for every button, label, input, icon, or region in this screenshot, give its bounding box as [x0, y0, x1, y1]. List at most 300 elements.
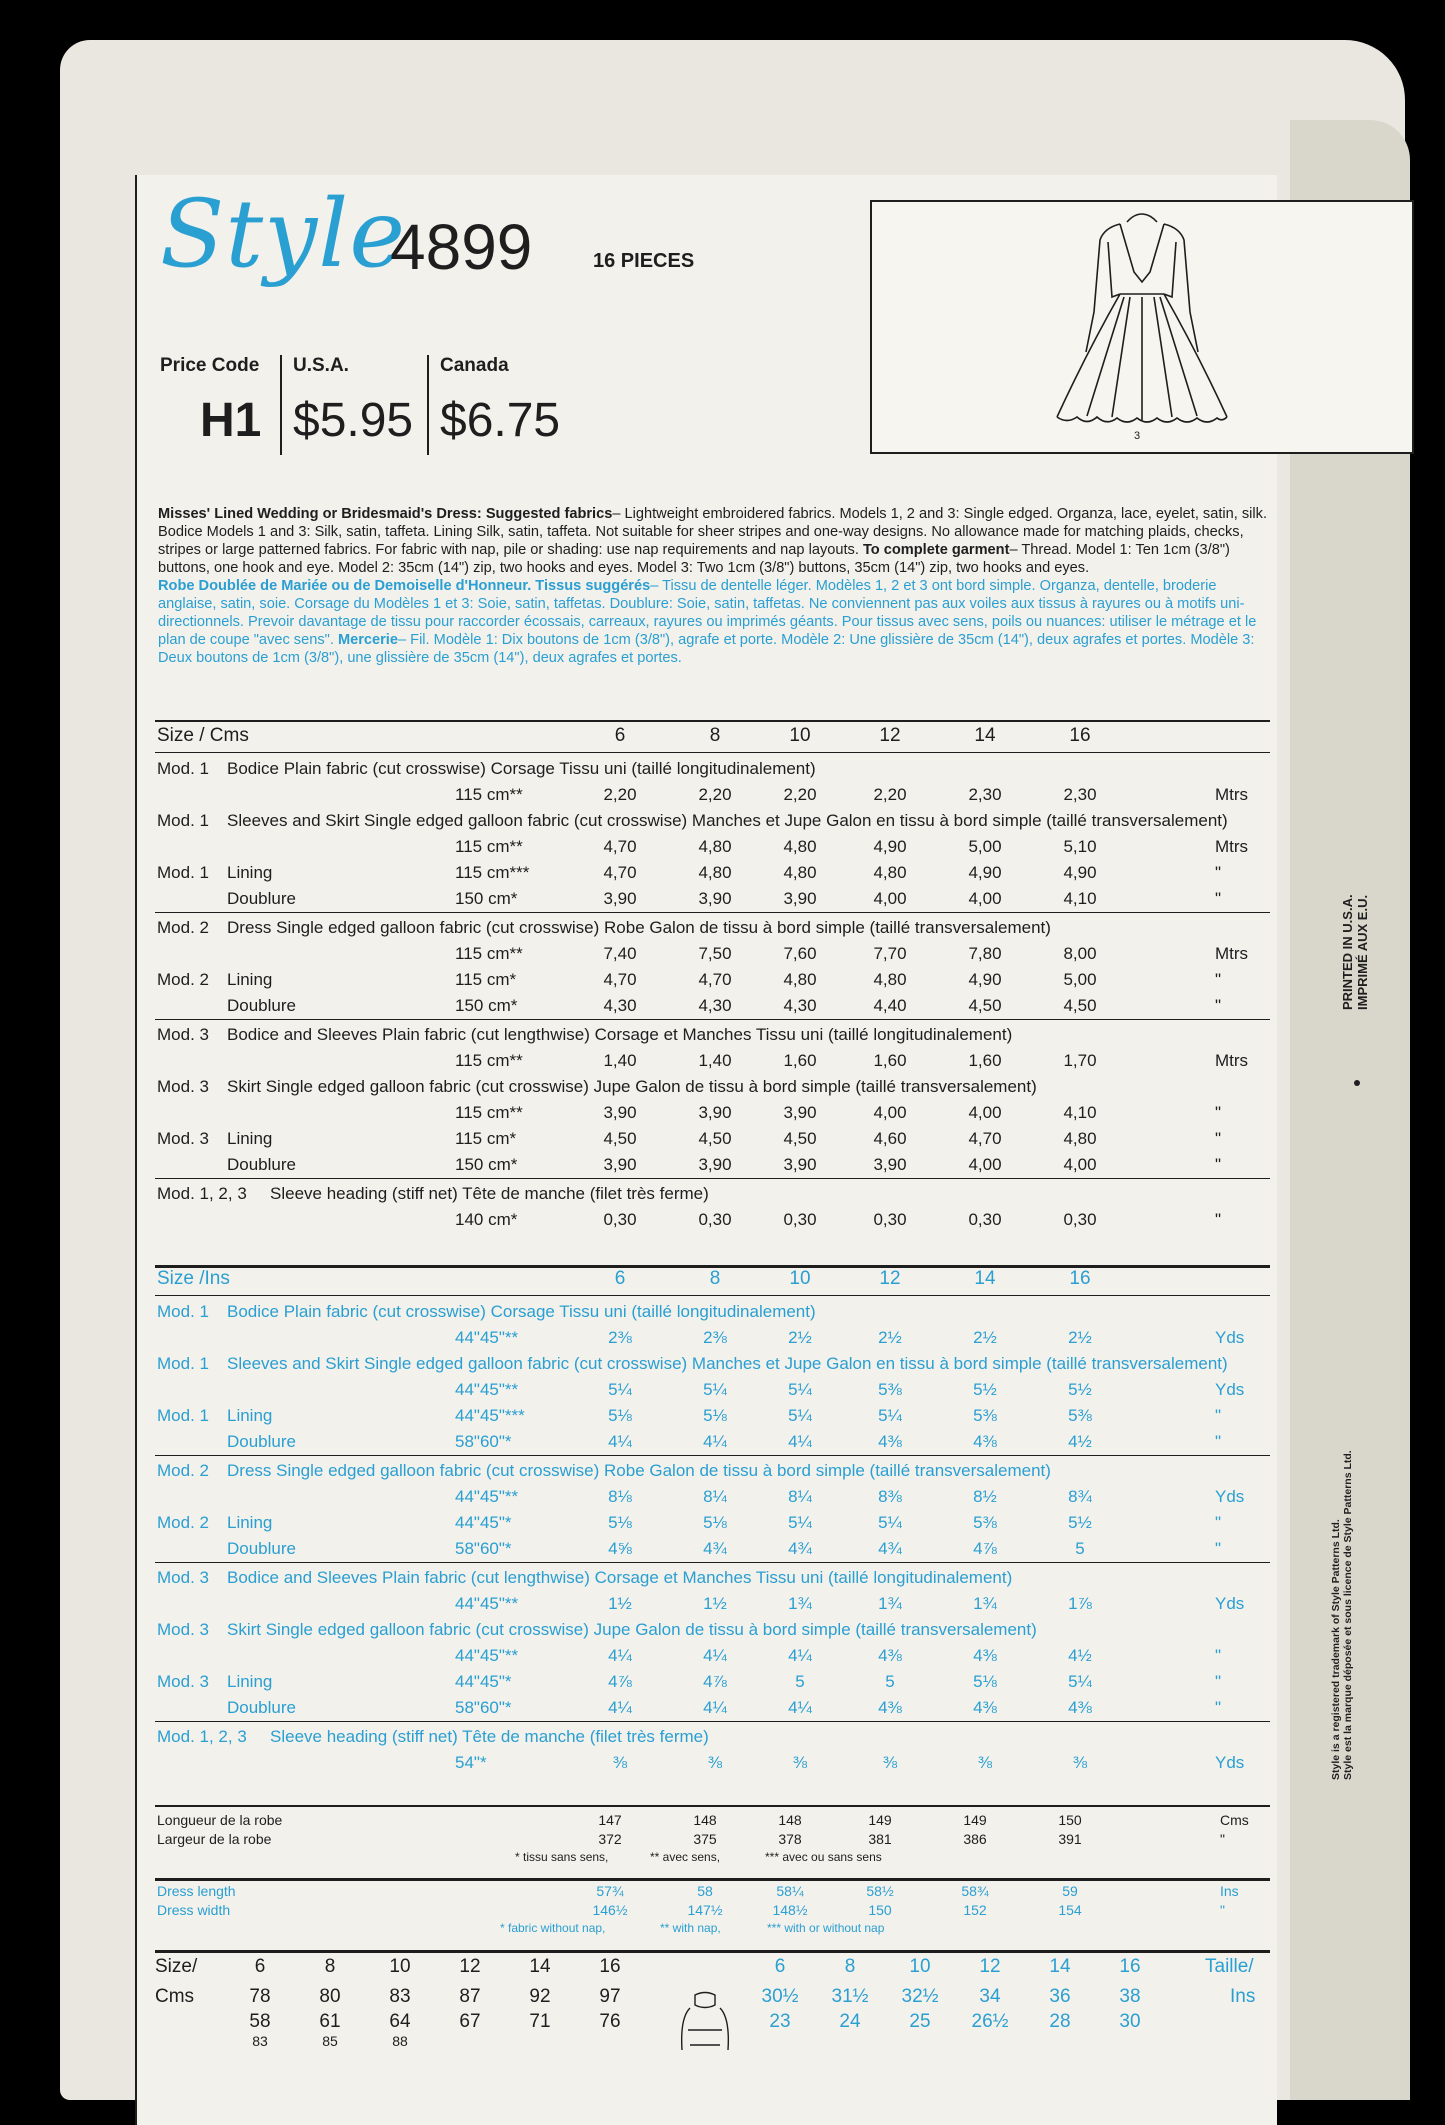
unit-label: Mtrs	[1215, 1051, 1249, 1070]
yardage-cell: 4,10	[1063, 1103, 1097, 1122]
fabric-width: 115 cm**	[455, 1051, 523, 1070]
yardage-cell: 5,10	[1063, 837, 1097, 856]
yardage-cell: 4¼	[788, 1646, 812, 1665]
yardage-cell: 0,30	[1063, 1210, 1097, 1229]
table-cell: 152	[963, 1902, 987, 1918]
table-cell: 381	[868, 1831, 892, 1847]
yardage-cell: 5	[795, 1672, 805, 1691]
row-description: Doublure	[227, 996, 296, 1015]
desc-en-text: – Lightweight embroidered fabrics. Models 1, 2 and 3: Single edged. Organza, lace, eyelet, satin, silk. Bodice Models 1 and 3: Silk, satin, taffeta. Lining Silk, satin, taffeta. Not suitable for sheer stripes and one-way designs. No allowance made for matching plaids, checks, stripes or large patterned fabrics. For fabric with nap, pile or shading: use nap requirements and nap layouts.	[158, 506, 1268, 558]
yardage-cell: 4,70	[603, 863, 637, 882]
table-row	[155, 1103, 1270, 1127]
row-description: Bodice Plain fabric (cut crosswise) Corsage Tissu uni (taillé longitudinalement)	[227, 759, 816, 778]
table-row	[155, 1025, 1270, 1049]
group-rule	[155, 912, 1270, 913]
measure-cell: 87	[459, 1986, 481, 2007]
yardage-cell: 4⅜	[878, 1698, 902, 1717]
taille-label: Taille/	[1205, 1956, 1254, 1977]
measure-cell: 34	[979, 1986, 1001, 2007]
table-cell: 58	[697, 1883, 713, 1899]
yardage-cell: 5¼	[608, 1380, 632, 1399]
table-row	[155, 1646, 1270, 1670]
size-header-cell: 16	[1069, 725, 1091, 746]
size-cell: 14	[529, 1956, 551, 1977]
yardage-cell: 4½	[1068, 1646, 1092, 1665]
yardage-cell: ⅜	[1072, 1753, 1088, 1772]
yardage-cell: 5¼	[703, 1380, 727, 1399]
table-row	[155, 1672, 1270, 1696]
measure-cell: 28	[1049, 2011, 1071, 2032]
size-cell: 12	[459, 1956, 481, 1977]
yardage-cell: 5,00	[968, 837, 1002, 856]
row-description: Lining	[227, 1406, 273, 1425]
row-description: Doublure	[227, 889, 296, 908]
body-figure-icon	[660, 1990, 750, 2070]
fabric-width: 44"45"**	[455, 1487, 519, 1506]
yardage-cell: 4⅜	[1068, 1698, 1092, 1717]
table-cell: 58¾	[961, 1883, 989, 1899]
yardage-cell: 4⅜	[878, 1646, 902, 1665]
yardage-cell: 2½	[1068, 1328, 1092, 1347]
yardage-cell: 4,70	[603, 970, 637, 989]
size-header-cell: 16	[1069, 1268, 1091, 1289]
length-row	[155, 1883, 1270, 1901]
measure-cell: 83	[389, 1986, 411, 2007]
fabric-width: 44"45"**	[455, 1646, 519, 1665]
model-label: Mod. 1	[157, 863, 209, 882]
table-row	[155, 785, 1270, 809]
usa-price: $5.95	[293, 394, 414, 447]
yardage-cell: 0,30	[873, 1210, 907, 1229]
measure-cell: 67	[459, 2011, 481, 2032]
model-label: Mod. 2	[157, 918, 209, 937]
group-rule	[155, 1019, 1270, 1020]
trademark-notice	[1330, 1450, 1354, 1780]
yardage-cell: 5¼	[1068, 1672, 1092, 1691]
table-cell: 391	[1058, 1831, 1082, 1847]
model-label: Mod. 3	[157, 1672, 209, 1691]
table-row	[155, 1302, 1270, 1326]
yardage-cell: 1,60	[783, 1051, 817, 1070]
table-row	[155, 1051, 1270, 1075]
table-cell: 372	[598, 1831, 622, 1847]
row-description: Lining	[227, 1129, 273, 1148]
yardage-cell: 5⅜	[973, 1513, 997, 1532]
yardage-cell: 4,70	[603, 837, 637, 856]
fabric-width: 44"45"**	[455, 1594, 519, 1613]
table-row	[155, 1620, 1270, 1644]
yardage-cell: 8,00	[1063, 944, 1097, 963]
unit-label: Ins	[1220, 1883, 1239, 1899]
yardage-cell: 4½	[1068, 1432, 1092, 1451]
size-header-cell: 14	[974, 1268, 996, 1289]
measure-cell: 30	[1119, 2011, 1141, 2032]
notes-row	[155, 1850, 1270, 1866]
yardage-cell: 4¼	[703, 1646, 727, 1665]
row-description: Sleeve heading (stiff net) Tête de manche (filet très ferme)	[270, 1727, 709, 1746]
yardage-cell: 5⅛	[703, 1406, 727, 1425]
size-cell: 16	[599, 1956, 621, 1977]
unit-label: "	[1215, 1406, 1222, 1425]
yardage-cell: 4,50	[783, 1129, 817, 1148]
group-rule	[155, 1455, 1270, 1456]
measure-cell: 61	[319, 2011, 341, 2032]
yardage-cell: 4¼	[608, 1646, 632, 1665]
row-description: Doublure	[227, 1155, 296, 1174]
fabric-width: 115 cm**	[455, 1103, 523, 1122]
table-cell: 154	[1058, 1902, 1082, 1918]
yardage-cell: 2,30	[1063, 785, 1097, 804]
width-label: Dress width	[157, 1902, 231, 1918]
model-label: Mod. 3	[157, 1077, 209, 1096]
yardage-cell: ⅜	[612, 1753, 628, 1772]
yardage-cell: 4,50	[1063, 996, 1097, 1015]
table-row	[155, 1184, 1270, 1208]
table-rule	[155, 1805, 1270, 1807]
table-rule	[155, 1878, 1270, 1881]
price-code-box	[160, 355, 280, 455]
row-description: Bodice and Sleeves Plain fabric (cut lengthwise) Corsage et Manches Tissu uni (taillé longitudinalement)	[227, 1568, 1013, 1587]
table-row	[155, 1594, 1270, 1618]
table-cell: 58½	[866, 1883, 894, 1899]
size-header-cell: 8	[709, 1268, 721, 1289]
unit-label: Yds	[1215, 1753, 1245, 1772]
yardage-cell: 4⅜	[973, 1646, 997, 1665]
yardage-cell: 7,80	[968, 944, 1002, 963]
measure-cell: 85	[322, 2033, 338, 2049]
yardage-cell: 3,90	[698, 889, 732, 908]
row-description: Sleeves and Skirt Single edged galloon fabric (cut crosswise) Manches et Jupe Galon en tissu à bord simple (taillé transversalement)	[227, 1354, 1228, 1373]
imprime-label: IMPRIMÉ AUX E.U.	[1355, 894, 1370, 1010]
yardage-cell: 3,90	[603, 1103, 637, 1122]
model-label: Mod. 3	[157, 1568, 209, 1587]
yardage-cell: 2,20	[698, 785, 732, 804]
table-cell: 149	[868, 1812, 892, 1828]
fabric-width: 115 cm**	[455, 785, 523, 804]
yardage-cell: ⅜	[882, 1753, 898, 1772]
row-description: Bodice and Sleeves Plain fabric (cut lengthwise) Corsage et Manches Tissu uni (taillé longitudinalement)	[227, 1025, 1013, 1044]
model-label: Mod. 2	[157, 1513, 209, 1532]
yardage-cell: 4⅜	[973, 1432, 997, 1451]
divider	[427, 355, 429, 455]
yardage-cell: 1½	[703, 1594, 727, 1613]
yardage-cell: 4,80	[873, 863, 907, 882]
table-row	[155, 1354, 1270, 1378]
yardage-cell: 4,90	[968, 970, 1002, 989]
yardage-cell: 5⅛	[608, 1406, 632, 1425]
header-rule	[155, 1295, 1270, 1296]
yardage-cell: 4,60	[873, 1129, 907, 1148]
table-row	[155, 863, 1270, 887]
description	[158, 505, 1268, 667]
size-header-cell: 12	[879, 1268, 901, 1289]
model-label: Mod. 1, 2, 3	[157, 1727, 247, 1746]
unit-label: Cms	[1220, 1812, 1249, 1828]
table-row	[155, 759, 1270, 783]
yardage-cell: 2½	[973, 1328, 997, 1347]
yardage-cell: 1,60	[968, 1051, 1002, 1070]
yardage-cell: 2½	[788, 1328, 812, 1347]
size-cell: 6	[774, 1956, 786, 1977]
yardage-cell: 7,60	[783, 944, 817, 963]
fabric-width: 140 cm*	[455, 1210, 518, 1229]
note: *** with or without nap	[767, 1921, 885, 1935]
model-label: Mod. 1	[157, 1354, 209, 1373]
measure-cell: 36	[1049, 1986, 1071, 2007]
yardage-cell: 4⅞	[703, 1672, 727, 1691]
fabric-width: 54"*	[455, 1753, 487, 1772]
canada-price: $6.75	[440, 394, 561, 447]
size-header-row	[155, 1268, 1270, 1294]
yardage-cell: 5⅜	[878, 1380, 902, 1399]
row-description: Dress Single edged galloon fabric (cut crosswise) Robe Galon de tissu à bord simple (taillé transversalement)	[227, 918, 1051, 937]
desc-en-garment-text: – Thread. Model 1: Ten 1cm (3/8") buttons, one hook and eye. Model 2: 35cm (14") zip, two hooks and eyes. Model 3: Two 1cm (3/8") buttons, 35cm (14") zip, two hooks and eyes.	[158, 542, 1230, 576]
dress-lengths-metric	[155, 1812, 1270, 1872]
note: * tissu sans sens,	[515, 1850, 609, 1864]
unit-label: "	[1215, 1672, 1222, 1691]
fabric-width: 44"45"*	[455, 1513, 512, 1532]
table-row	[155, 1155, 1270, 1179]
yardage-cell: 4,80	[873, 970, 907, 989]
dress-sketch-icon	[872, 202, 1412, 452]
unit-label: Mtrs	[1215, 837, 1249, 856]
measure-cell: 31½	[831, 1986, 869, 2007]
fabric-width: 150 cm*	[455, 996, 518, 1015]
size-cell: 10	[389, 1956, 411, 1977]
unit-label: Mtrs	[1215, 944, 1249, 963]
yardage-cell: 4⅞	[608, 1672, 632, 1691]
measure-cell: 83	[252, 2033, 268, 2049]
fabric-width: 115 cm*	[455, 970, 517, 989]
fabric-width: 44"45"***	[455, 1406, 525, 1425]
yardage-cell: 4,80	[698, 863, 732, 882]
canada-price-box	[440, 355, 580, 455]
measure-size-row	[155, 1956, 1270, 1982]
size-header-label: Size /Ins	[157, 1268, 230, 1289]
measure-cell: 97	[599, 1986, 621, 2007]
yardage-cell: 1,40	[603, 1051, 637, 1070]
measure-cell: 30½	[761, 1986, 799, 2007]
note: ** with nap,	[660, 1921, 721, 1935]
unit-label: "	[1215, 996, 1222, 1015]
unit-label: "	[1215, 1103, 1222, 1122]
measure-cell: 58	[249, 2011, 271, 2032]
width-row	[155, 1902, 1270, 1920]
row-description: Lining	[227, 1513, 273, 1532]
yardage-cell: 3,90	[873, 1155, 907, 1174]
yardage-cell: 4,30	[783, 996, 817, 1015]
printed-label: PRINTED IN U.S.A.	[1340, 894, 1355, 1010]
yardage-cell: 4,70	[968, 1129, 1002, 1148]
yardage-cell: 2,30	[968, 785, 1002, 804]
fabric-width: 44"45"**	[455, 1328, 519, 1347]
unit-label: Mtrs	[1215, 785, 1249, 804]
yardage-cell: 4,80	[783, 863, 817, 882]
measure-cell: 80	[319, 1986, 341, 2007]
fabric-width: 58"60"*	[455, 1698, 512, 1717]
table-cell: 386	[963, 1831, 987, 1847]
yardage-cell: 3,90	[698, 1103, 732, 1122]
desc-fr-text: – Tissu de dentelle léger. Modèles 1, 2 et 3 ont bord simple. Organza, dentelle, broderie anglaise, satin, soie. Corsage du Modèles 1 et 3: Soie, satin, taffetas. Doublure: Soie, satin, taffetas. Ne conviennent pas aux voiles aux tissus à rayures ou à motifs uni-directionnels. Prevoir davantage de tissu pour raccorder écossais, carreaux, rayures ou imprimés géants. Pour tissus avec sens, poils ou nuances: utiliser le métrage et le plan de coupe "avec sens".	[158, 578, 1257, 648]
yardage-cell: 2,20	[783, 785, 817, 804]
yardage-cell: 2½	[878, 1328, 902, 1347]
yardage-cell: 4,00	[968, 1103, 1002, 1122]
size-cell: 16	[1119, 1956, 1141, 1977]
table-cell: 59	[1062, 1883, 1078, 1899]
usa-price-box	[293, 355, 433, 455]
yardage-cell: 2,20	[873, 785, 907, 804]
table-cell: 375	[693, 1831, 717, 1847]
yardage-cell: 2⅜	[703, 1328, 727, 1347]
measure-cell: 25	[909, 2011, 931, 2032]
model-label: Mod. 2	[157, 970, 209, 989]
table-row	[155, 944, 1270, 968]
yardage-cell: 4,80	[698, 837, 732, 856]
table-row	[155, 1487, 1270, 1511]
table-row	[155, 1432, 1270, 1456]
price-code: H1	[200, 394, 262, 447]
fabric-width: 115 cm**	[455, 944, 523, 963]
table-row	[155, 1753, 1270, 1777]
largeur-label: Largeur de la robe	[157, 1831, 272, 1847]
table-cell: 58¼	[776, 1883, 804, 1899]
table-row	[155, 1328, 1270, 1352]
yardage-cell: 4¼	[788, 1432, 812, 1451]
largeur-row	[155, 1831, 1270, 1849]
unit-label: "	[1215, 1432, 1222, 1451]
note: ** avec sens,	[650, 1850, 721, 1864]
unit-label: "	[1215, 1539, 1222, 1558]
yardage-cell: 5	[1075, 1539, 1085, 1558]
measure-cell: 88	[392, 2033, 408, 2049]
fabric-width: 150 cm*	[455, 889, 518, 908]
table-cell: 148½	[772, 1902, 808, 1918]
usa-label: U.S.A.	[293, 355, 349, 376]
fabric-width: 115 cm*	[455, 1129, 517, 1148]
table-row	[155, 837, 1270, 861]
table-rule	[155, 1950, 1270, 1953]
pieces-count: 16 PIECES	[593, 250, 695, 272]
yardage-cell: 4,90	[873, 837, 907, 856]
yardage-cell: 3,90	[783, 889, 817, 908]
measure-cell: 78	[249, 1986, 271, 2007]
yardage-cell: 4,00	[968, 1155, 1002, 1174]
yardage-cell: 1,60	[873, 1051, 907, 1070]
fabric-width: 115 cm***	[455, 863, 530, 882]
yardage-cell: 8⅜	[878, 1487, 902, 1506]
yardage-cell: 8¾	[1068, 1487, 1092, 1506]
yardage-cell: 8¼	[788, 1487, 812, 1506]
unit-label: Yds	[1215, 1487, 1245, 1506]
size-header-label: Size / Cms	[157, 725, 249, 746]
row-description: Lining	[227, 863, 273, 882]
yardage-cell: 4¼	[608, 1698, 632, 1717]
yardage-cell: 4,30	[698, 996, 732, 1015]
yardage-cell: 4,90	[1063, 863, 1097, 882]
size-cell: 12	[979, 1956, 1001, 1977]
table-row	[155, 1461, 1270, 1485]
measure-cell: 23	[769, 2011, 791, 2032]
yardage-cell: 4,30	[603, 996, 637, 1015]
row-description: Bodice Plain fabric (cut crosswise) Corsage Tissu uni (taillé longitudinalement)	[227, 1302, 816, 1321]
table-cell: 57¾	[596, 1883, 624, 1899]
group-rule	[155, 1178, 1270, 1179]
unit-label: "	[1215, 1155, 1222, 1174]
yardage-cell: ⅜	[977, 1753, 993, 1772]
yardage-cell: 4,00	[873, 1103, 907, 1122]
table-row	[155, 1513, 1270, 1537]
ins-label: Ins	[1230, 1986, 1256, 2007]
model-label: Mod. 2	[157, 1461, 209, 1480]
size-header-row	[155, 725, 1270, 751]
desc-fr-mercerie-title: Mercerie	[337, 632, 398, 648]
yardage-cell: 1,70	[1063, 1051, 1097, 1070]
unit-label: "	[1215, 863, 1222, 882]
yardage-cell: ⅜	[792, 1753, 808, 1772]
yardage-cell: 4,80	[1063, 1129, 1097, 1148]
note: * fabric without nap,	[500, 1921, 606, 1935]
unit-label: Yds	[1215, 1380, 1245, 1399]
yardage-cell: 7,50	[698, 944, 732, 963]
yardage-cell: 4,00	[873, 889, 907, 908]
fabric-width: 150 cm*	[455, 1155, 518, 1174]
size-cell: 8	[844, 1956, 856, 1977]
dress-lengths-imperial	[155, 1883, 1270, 1943]
yardage-cell: 5⅜	[973, 1406, 997, 1425]
unit-label: "	[1215, 1646, 1222, 1665]
model-label: Mod. 1	[157, 1406, 209, 1425]
size-cell: 8	[324, 1956, 336, 1977]
fabric-width: 58"60"*	[455, 1432, 512, 1451]
pattern-number: 4899	[390, 211, 533, 283]
yardage-cell: 8½	[973, 1487, 997, 1506]
row-description: Doublure	[227, 1698, 296, 1717]
unit-label: "	[1215, 1210, 1222, 1229]
size-header-cell: 12	[879, 725, 901, 746]
yardage-cell: 8¼	[703, 1487, 727, 1506]
measure-cell: 32½	[901, 1986, 939, 2007]
yardage-cell: 1,40	[698, 1051, 732, 1070]
row-description: Sleeve heading (stiff net) Tête de manche (filet très ferme)	[270, 1184, 709, 1203]
canada-label: Canada	[440, 355, 509, 376]
yardage-cell: 5¼	[788, 1380, 812, 1399]
table-row	[155, 1210, 1270, 1234]
yardage-cell: 4,10	[1063, 889, 1097, 908]
printed-in-usa	[1340, 894, 1370, 1010]
table-row	[155, 970, 1270, 994]
yardage-cell: 5¼	[878, 1513, 902, 1532]
fabric-width: 44"45"**	[455, 1380, 519, 1399]
yardage-cell: 4,50	[603, 1129, 637, 1148]
desc-fr-mercerie-text: – Fil. Modèle 1: Dix boutons de 1cm (3/8"), agrafe et porte. Modèle 2: Une glissière de 35cm (14"), deux agrafes et portes. Modèle 3: Deux boutons de 1cm (3/8"), une glissière de 35cm (14"), deux agrafes et portes.	[158, 632, 1255, 666]
table-row	[155, 1727, 1270, 1751]
yardage-cell: 1¾	[788, 1594, 812, 1613]
size-cell: 10	[909, 1956, 931, 1977]
yardage-cell: 4,50	[968, 996, 1002, 1015]
yardage-cell: 3,90	[783, 1155, 817, 1174]
cms-label: Cms	[155, 1986, 195, 2007]
table-row	[155, 889, 1270, 913]
table-cell: 148	[693, 1812, 717, 1828]
table-row	[155, 811, 1270, 835]
yardage-cell: 0,30	[603, 1210, 637, 1229]
measure-cell: 24	[839, 2011, 861, 2032]
yardage-cell: 1¾	[973, 1594, 997, 1613]
table-row	[155, 1539, 1270, 1563]
row-description: Skirt Single edged galloon fabric (cut crosswise) Jupe Galon de tissu à bord simple (taillé transversalement)	[227, 1620, 1037, 1639]
table-cell: 147½	[687, 1902, 723, 1918]
measure-cell: 92	[529, 1986, 551, 2007]
